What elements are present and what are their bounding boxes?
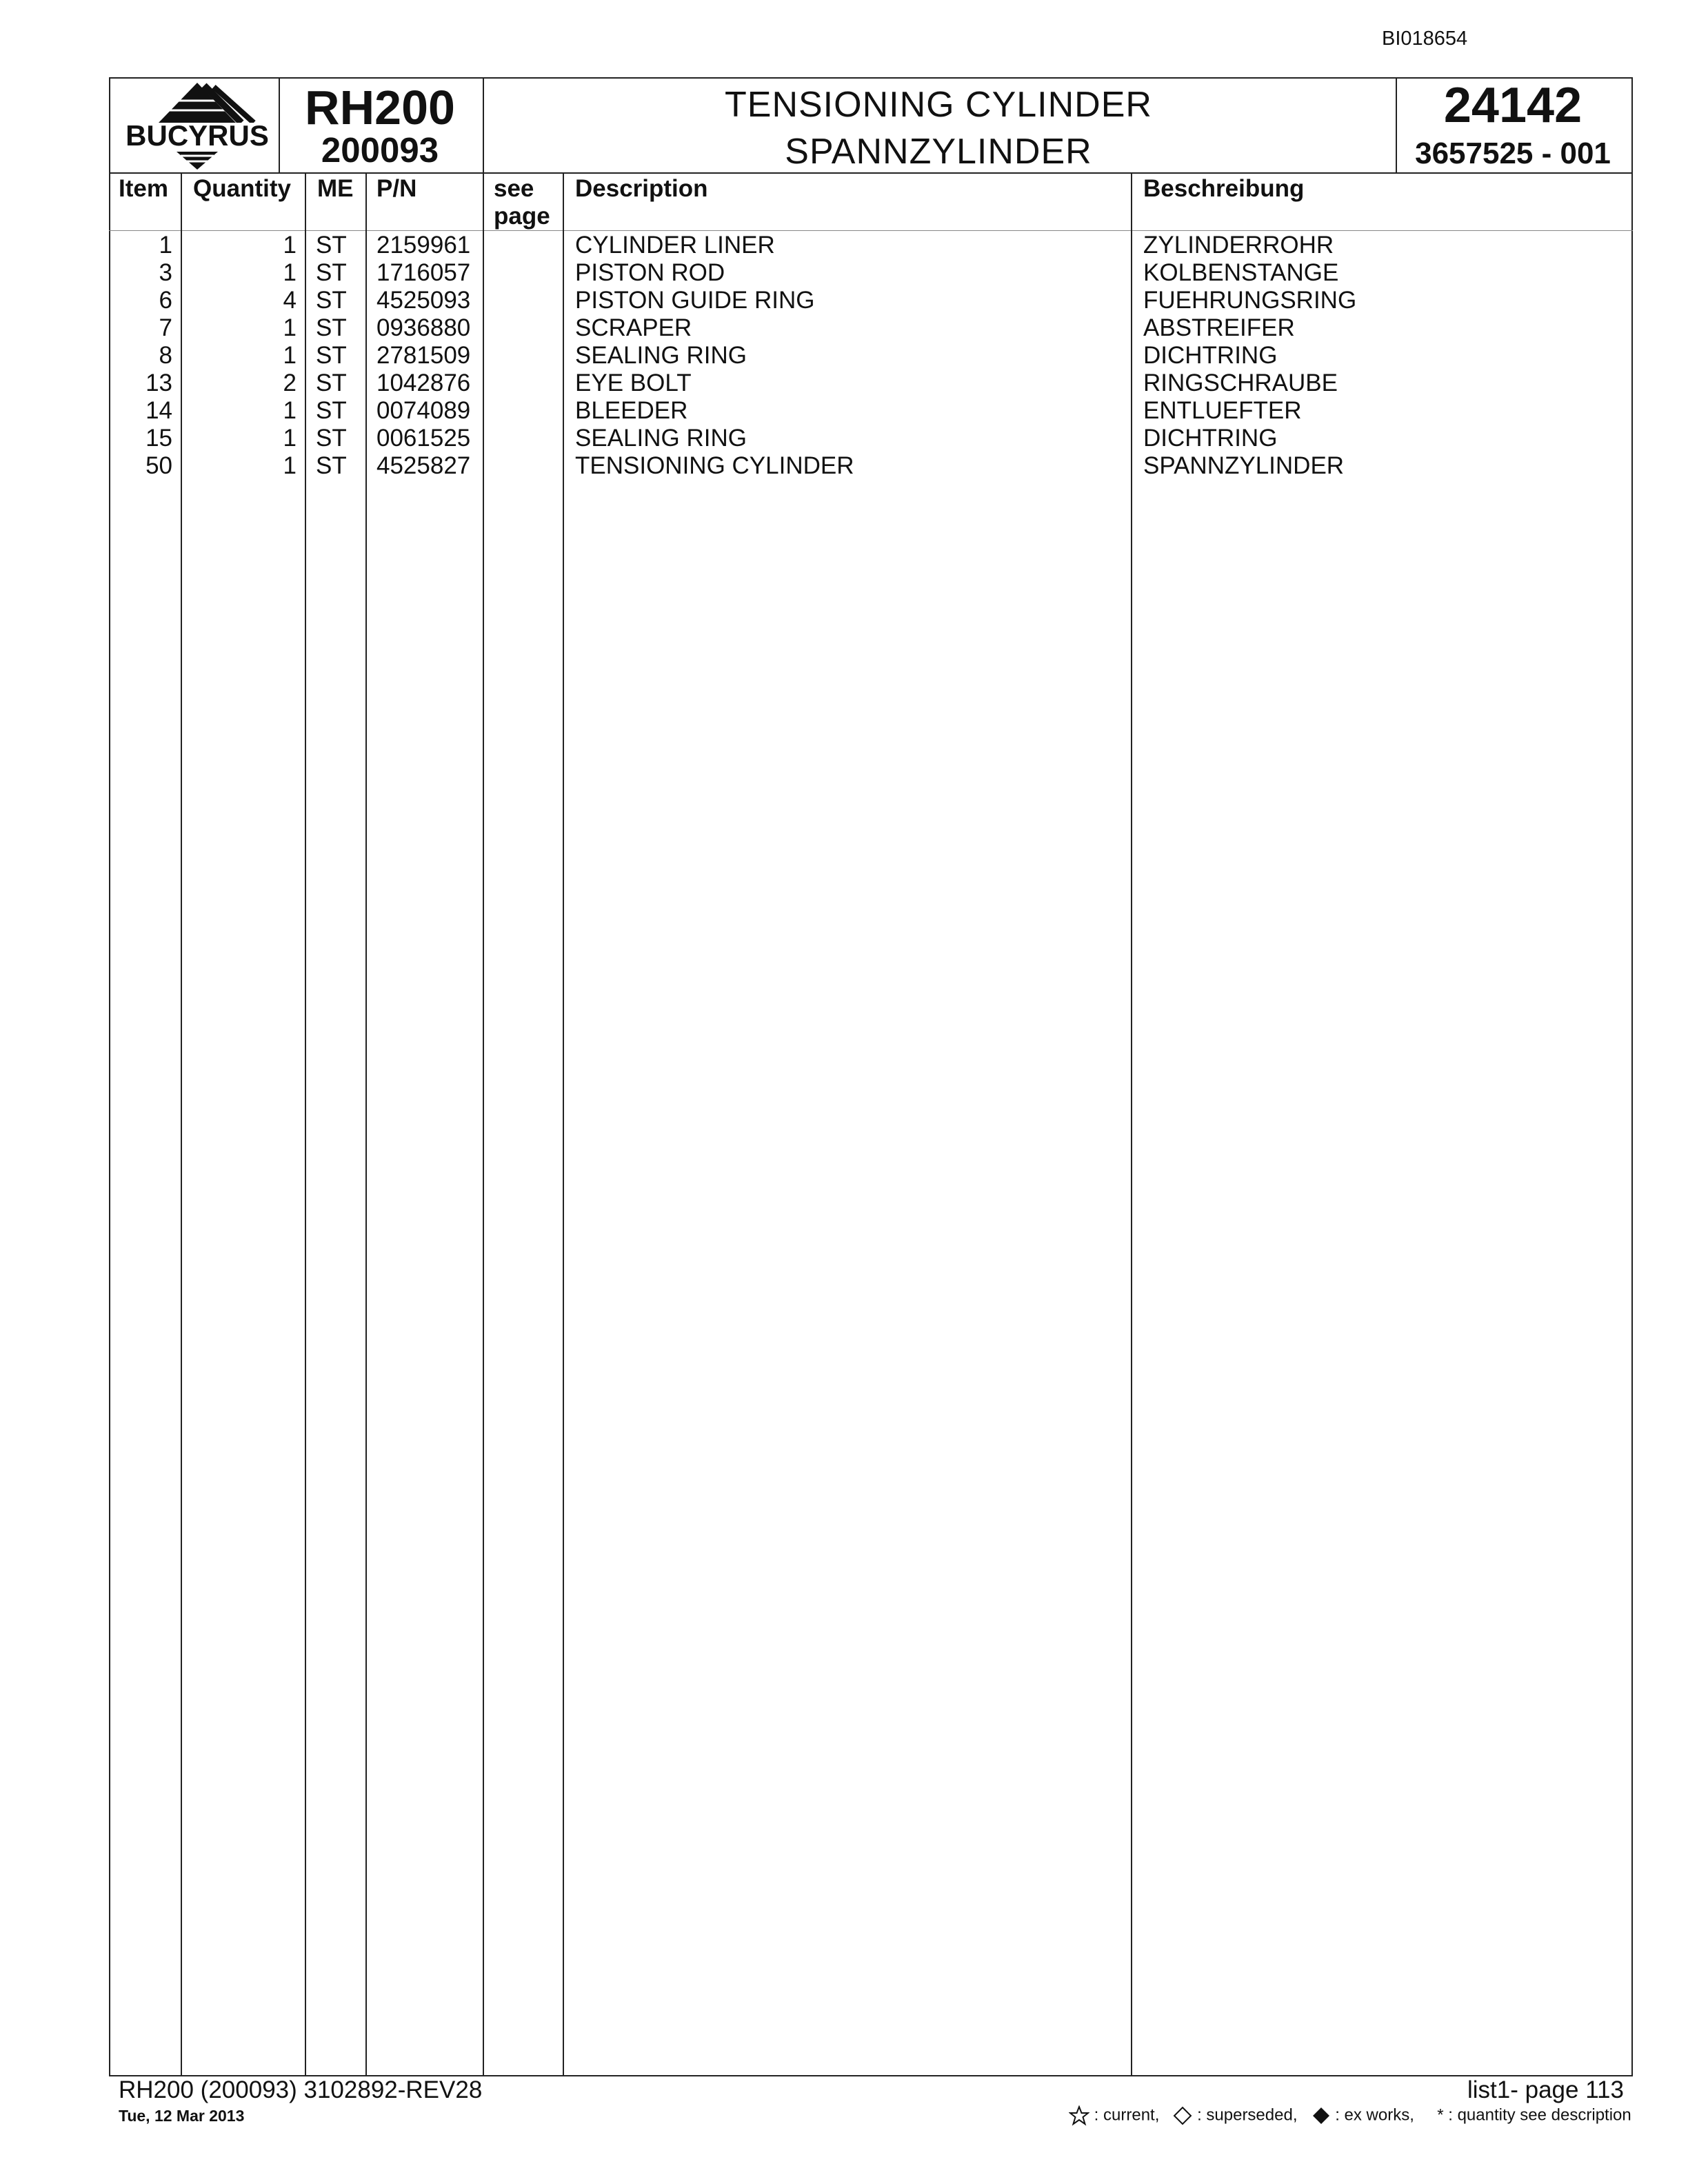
cell-me: ST — [316, 232, 347, 259]
column-divider — [1131, 172, 1132, 2076]
cell-part-number: 0074089 — [376, 397, 471, 424]
group-number: 24142 — [1443, 78, 1582, 133]
cell-me: ST — [316, 370, 347, 396]
diamond-outline-icon — [1173, 2106, 1192, 2125]
cell-beschreibung: KOLBENSTANGE — [1143, 259, 1339, 286]
cell-part-number: 1042876 — [376, 370, 471, 396]
cell-quantity: 1 — [283, 259, 297, 286]
page-number: list1- page 113 — [1467, 2076, 1624, 2103]
title-german: SPANNZYLINDER — [785, 132, 1092, 172]
legend-superseded: : superseded, — [1197, 2105, 1298, 2125]
cell-description: EYE BOLT — [575, 370, 692, 396]
cell-description: PISTON GUIDE RING — [575, 287, 815, 314]
cell-beschreibung: ENTLUEFTER — [1143, 397, 1302, 424]
cell-me: ST — [316, 425, 347, 452]
column-divider — [365, 172, 367, 2076]
column-header-description: Description — [575, 175, 708, 202]
model-number: RH200 — [305, 81, 455, 134]
cell-beschreibung: ABSTREIFER — [1143, 314, 1295, 341]
cell-quantity: 1 — [283, 232, 297, 259]
cell-quantity: 1 — [283, 397, 297, 424]
cell-part-number: 1716057 — [376, 259, 471, 286]
cell-me: ST — [316, 452, 347, 479]
column-header-beschreibung: Beschreibung — [1143, 175, 1305, 202]
cell-item: 3 — [159, 259, 172, 286]
cell-beschreibung: ZYLINDERROHR — [1143, 232, 1334, 259]
group-sub-number: 3657525 - 001 — [1415, 136, 1611, 170]
cell-item: 7 — [159, 314, 172, 341]
cell-part-number: 4525827 — [376, 452, 471, 479]
cell-me: ST — [316, 314, 347, 341]
cell-description: SEALING RING — [575, 425, 747, 452]
cell-item: 6 — [159, 287, 172, 314]
cell-item: 1 — [159, 232, 172, 259]
cell-description: PISTON ROD — [575, 259, 725, 286]
divider — [109, 230, 1633, 231]
column-header-quantity: Quantity — [193, 175, 291, 202]
cell-item: 14 — [145, 397, 172, 424]
cell-description: TENSIONING CYLINDER — [575, 452, 854, 479]
cell-beschreibung: SPANNZYLINDER — [1143, 452, 1345, 479]
column-header-pn: P/N — [376, 175, 417, 202]
legend-quantity: * : quantity see description — [1437, 2105, 1631, 2125]
column-header-page: page — [494, 203, 550, 230]
cell-item: 8 — [159, 342, 172, 369]
title-english: TENSIONING CYLINDER — [725, 85, 1152, 125]
cell-quantity: 4 — [283, 287, 297, 314]
column-divider — [181, 172, 182, 2076]
cell-description: SEALING RING — [575, 342, 747, 369]
cell-part-number: 4525093 — [376, 287, 471, 314]
cell-beschreibung: RINGSCHRAUBE — [1143, 370, 1338, 396]
cell-item: 15 — [145, 425, 172, 452]
legend — [1069, 2105, 1631, 2126]
column-divider — [563, 172, 564, 2076]
column-header-item: Item — [119, 175, 168, 202]
cell-quantity: 1 — [283, 425, 297, 452]
cell-beschreibung: DICHTRING — [1143, 342, 1278, 369]
cell-me: ST — [316, 259, 347, 286]
cell-quantity: 1 — [283, 314, 297, 341]
cell-description: CYLINDER LINER — [575, 232, 775, 259]
column-divider — [483, 172, 484, 2076]
legend-current: : current, — [1094, 2105, 1160, 2125]
column-header-me: ME — [317, 175, 354, 202]
cell-me: ST — [316, 342, 347, 369]
cell-description: BLEEDER — [575, 397, 688, 424]
cell-quantity: 2 — [283, 370, 297, 396]
cell-me: ST — [316, 397, 347, 424]
footer-date: Tue, 12 Mar 2013 — [119, 2107, 245, 2125]
cell-part-number: 2159961 — [376, 232, 471, 259]
bucyrus-logo — [119, 80, 276, 171]
cell-quantity: 1 — [283, 342, 297, 369]
star-outline-icon — [1069, 2105, 1089, 2126]
logo-text: BUCYRUS — [125, 119, 269, 152]
diamond-filled-icon — [1312, 2106, 1331, 2125]
cell-me: ST — [316, 287, 347, 314]
cell-beschreibung: FUEHRUNGSRING — [1143, 287, 1357, 314]
cell-part-number: 2781509 — [376, 342, 471, 369]
column-divider — [305, 172, 306, 2076]
legend-exworks: : ex works, — [1335, 2105, 1414, 2125]
column-header-see: see — [494, 175, 534, 202]
cell-description: SCRAPER — [575, 314, 692, 341]
divider — [109, 172, 1633, 174]
cell-quantity: 1 — [283, 452, 297, 479]
cell-part-number: 0936880 — [376, 314, 471, 341]
serial-number: 200093 — [321, 130, 439, 170]
cell-part-number: 0061525 — [376, 425, 471, 452]
cell-beschreibung: DICHTRING — [1143, 425, 1278, 452]
document-id: BI018654 — [1382, 28, 1468, 50]
footer-reference: RH200 (200093) 3102892-REV28 — [119, 2076, 483, 2103]
cell-item: 13 — [145, 370, 172, 396]
cell-item: 50 — [145, 452, 172, 479]
